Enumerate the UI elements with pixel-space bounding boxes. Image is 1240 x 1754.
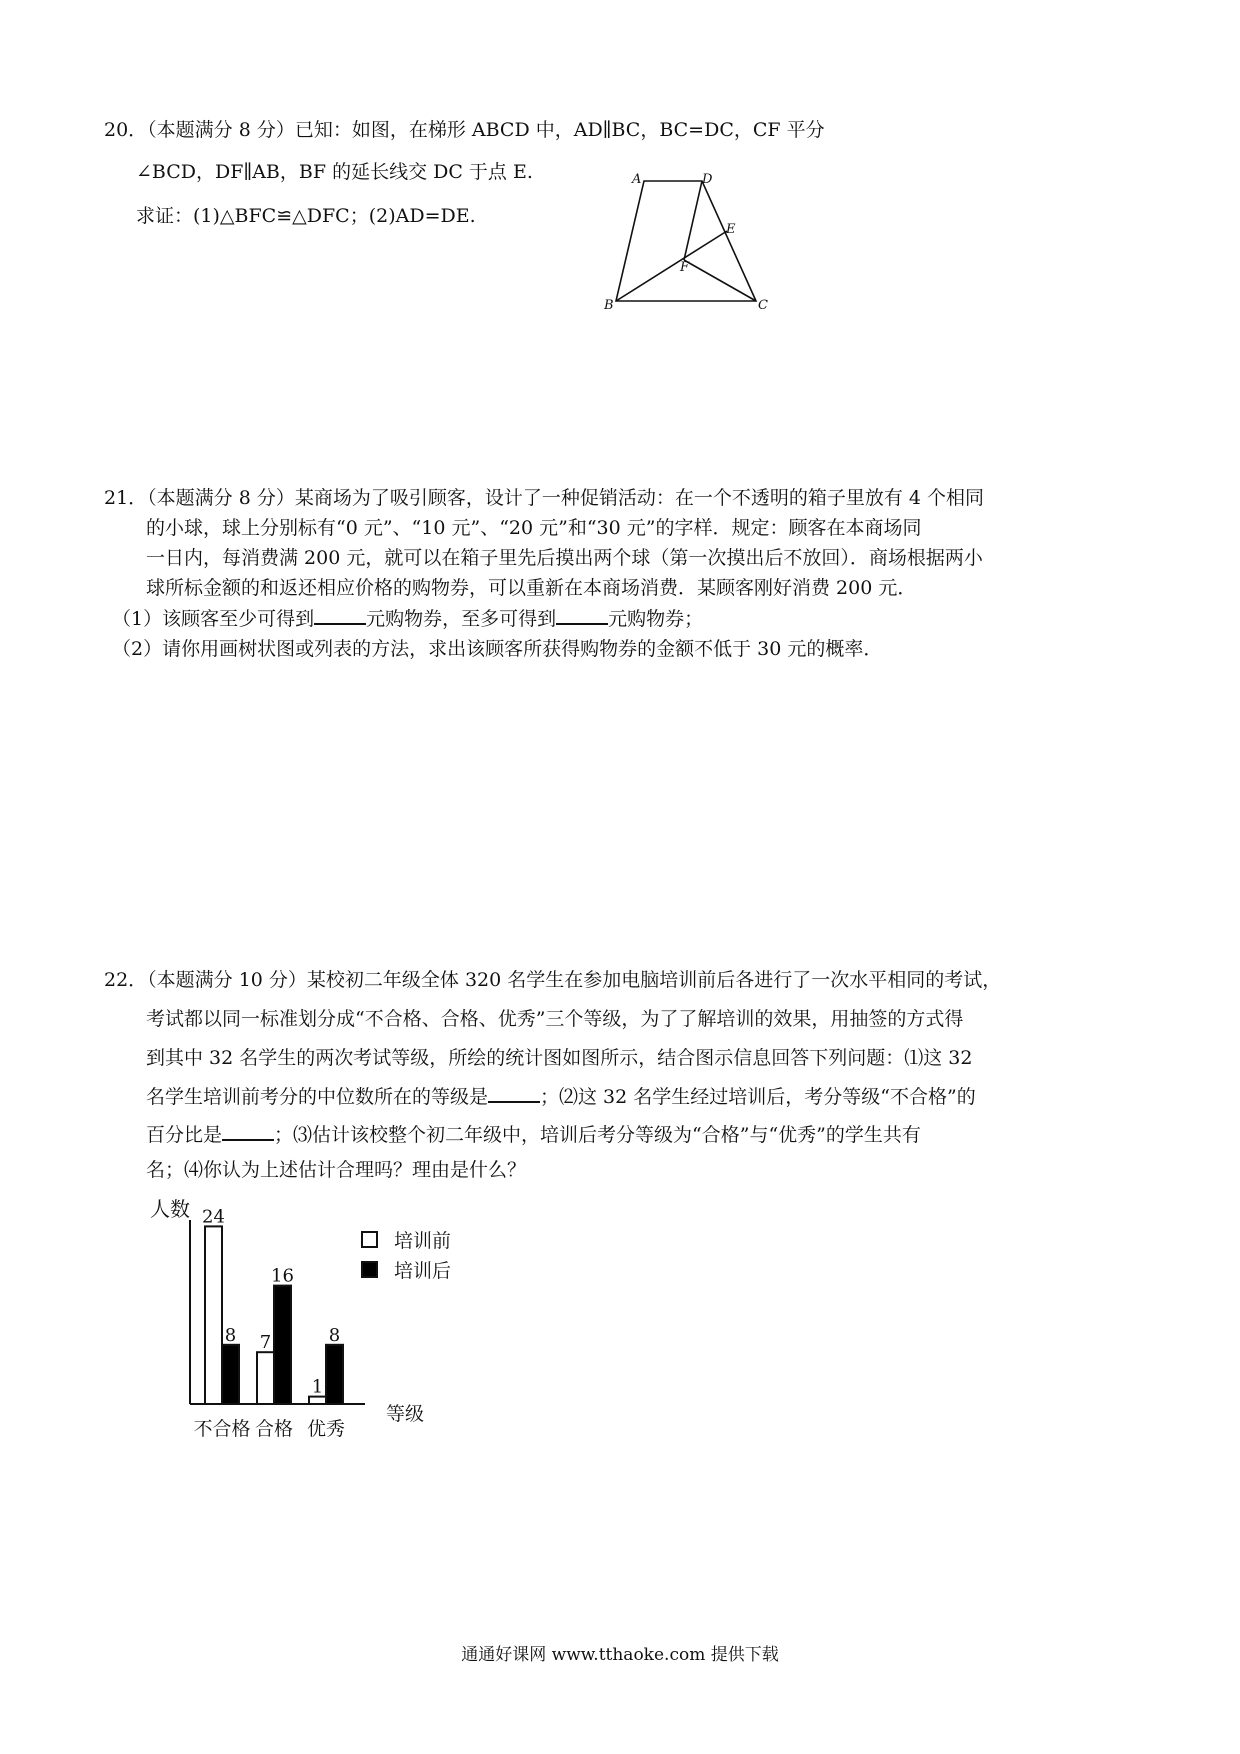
category-label: 优秀: [306, 1418, 346, 1440]
y-axis-label: 人数: [150, 1197, 190, 1221]
label-f: F: [680, 260, 690, 275]
legend-label: 培训后: [394, 1260, 452, 1282]
bar: [274, 1286, 291, 1404]
label-b: B: [604, 298, 614, 313]
legend-swatch: [362, 1232, 377, 1247]
q22-text-4b: ；⑵这 32 名学生经过培训后，考分等级“不合格”的: [540, 1086, 976, 1108]
category-label: 合格: [254, 1418, 294, 1440]
label-e: E: [726, 222, 736, 237]
bar: [205, 1226, 222, 1404]
bar: [326, 1345, 343, 1404]
segment-cf: [684, 260, 756, 301]
label-d: D: [702, 172, 713, 187]
q22-line-1: 22．（本题满分 10 分）某校初二年级全体 320 名学生在参加电脑培训前后各进行了一次水平相同的考试，: [104, 969, 1002, 991]
trapezoid-figure: [596, 165, 776, 325]
answer-blank-min[interactable]: [314, 605, 366, 625]
data-label: 1: [311, 1376, 324, 1398]
footer-text: 通通好课网 www.tthaoke.com 提供下载: [461, 1645, 779, 1665]
q22-text-5b: ；⑶估计该校整个初二年级中，培训后考分等级为“合格”与“优秀”的学生共有: [274, 1124, 921, 1146]
q20-line-2: ∠BCD，DF∥AB，BF 的延长线交 DC 于点 E.: [136, 161, 533, 183]
q20-line-3: 求证：(1)△BFC≌△DFC；(2)AD=DE.: [136, 205, 476, 227]
legend-label: 培训前: [394, 1230, 452, 1252]
q21-line-6: （2）请你用画树状图或列表的方法，求出该顾客所获得购物券的金额不低于 30 元的概率．: [112, 638, 883, 660]
q21-line-2: 的小球，球上分别标有“0 元”、“10 元”、“20 元”和“30 元”的字样．规定：顾客在本商场同: [146, 517, 922, 539]
q22-text-4a: 名学生培训前考分的中位数所在的等级是: [146, 1086, 489, 1108]
trapezoid-abcd: [616, 181, 756, 301]
bar: [309, 1397, 326, 1404]
answer-blank-max[interactable]: [556, 605, 608, 625]
q21-line-3: 一日内，每消费满 200 元，就可以在箱子里先后摸出两个球（第一次摸出后不放回）．商场根据两小: [146, 547, 983, 569]
q20-line-1: 20．（本题满分 8 分）已知：如图，在梯形 ABCD 中，AD∥BC，BC=DC，CF 平分: [104, 119, 825, 141]
data-label: 8: [224, 1324, 237, 1346]
q21-line-1: 21．（本题满分 8 分）某商场为了吸引顾客，设计了一种促销活动：在一个不透明的箱子里放有 4 个相同: [104, 487, 985, 509]
label-a: A: [632, 172, 642, 187]
bar: [222, 1345, 239, 1404]
q22-line-2: 考试都以同一标准划分成“不合格、合格、优秀”三个等级，为了了解培训的效果，用抽签的方式得: [146, 1008, 964, 1030]
data-label: 7: [259, 1332, 272, 1354]
q21-part1-text-c: 元购物券；: [608, 608, 704, 630]
category-label: 不合格: [193, 1418, 251, 1440]
x-axis-label: 等级: [386, 1403, 425, 1425]
bar: [257, 1352, 274, 1404]
data-label: 8: [328, 1324, 341, 1346]
q22-line-6: 名；⑷你认为上述估计合理吗？理由是什么？: [146, 1159, 527, 1181]
q22-line-5: [146, 1121, 921, 1147]
q21-line-4: 球所标金额的和返还相应价格的购物券，可以重新在本商场消费．某顾客刚好消费 200 元．: [146, 577, 917, 599]
answer-blank-median[interactable]: [488, 1083, 540, 1103]
segment-be: [616, 231, 727, 301]
q22-text-5a: 百分比是: [146, 1124, 223, 1146]
answer-blank-percent[interactable]: [222, 1121, 274, 1141]
legend-swatch: [362, 1262, 377, 1277]
bar-chart: [140, 1190, 540, 1450]
data-label: 24: [202, 1206, 225, 1228]
q21-part1-text-a: （1）该顾客至少可得到: [112, 608, 315, 630]
q22-line-3: 到其中 32 名学生的两次考试等级，所绘的统计图如图所示，结合图示信息回答下列问题：⑴这 32: [146, 1047, 973, 1069]
data-label: 16: [271, 1265, 294, 1287]
q21-part1-text-b: 元购物券，至多可得到: [366, 608, 557, 630]
label-c: C: [758, 298, 768, 313]
q21-line-5: [112, 605, 703, 631]
q22-line-4: [146, 1083, 976, 1109]
